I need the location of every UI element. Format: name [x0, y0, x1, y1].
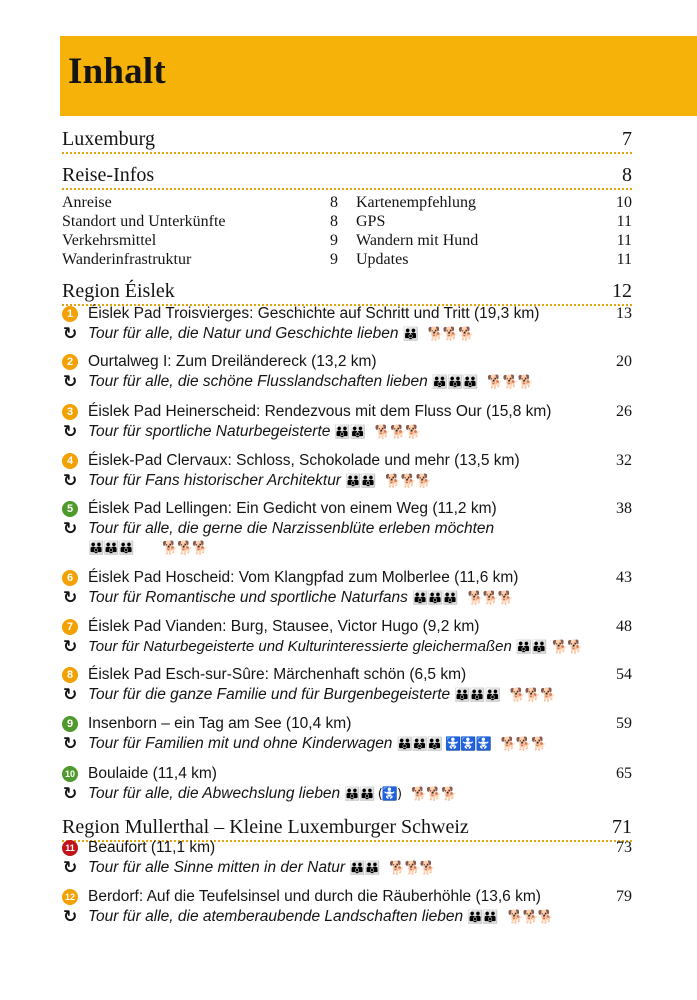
tour-subtitle: Tour für alle Sinne mitten in der Natur — [88, 859, 346, 876]
dog-icon: 🐕🐕🐕 — [509, 688, 556, 703]
tour-entry[interactable] — [62, 887, 632, 927]
loop-arrow-icon: ↻ — [63, 907, 78, 927]
section-label: Reise-Infos — [62, 164, 155, 186]
info-item[interactable] — [62, 250, 338, 269]
tour-page: 59 — [616, 715, 632, 732]
tour-entry[interactable] — [62, 665, 632, 705]
info-page: 9 — [330, 251, 338, 268]
tour-subtitle: Tour für alle, die atemberaubende Landschaften lieben — [88, 908, 464, 925]
dog-icon: 🐕🐕🐕 — [487, 375, 533, 390]
loop-arrow-icon: ↻ — [63, 324, 78, 344]
tour-title: Éislek Pad Troisvierges: Geschichte auf Schritt und Tritt (19,3 km) — [88, 305, 540, 322]
tour-subtitle: Tour für Romantische und sportliche Naturfans — [88, 589, 408, 606]
tour-entry[interactable] — [62, 402, 632, 442]
people-icon: 👪👪 — [515, 640, 547, 655]
section-region-eislek[interactable] — [62, 278, 632, 306]
tour-number-badge: 1 — [62, 306, 78, 322]
tour-number-badge: 9 — [62, 716, 78, 732]
tour-entry[interactable] — [62, 451, 632, 491]
section-page: 8 — [622, 164, 632, 186]
info-label: GPS — [356, 213, 386, 230]
dog-icon: 🐕🐕🐕 — [427, 327, 474, 342]
info-label: Verkehrsmittel — [62, 232, 157, 249]
tour-page: 43 — [616, 569, 632, 586]
tour-number-badge: 3 — [62, 404, 78, 420]
tour-title: Éislek Pad Heinerscheid: Rendezvous mit dem Fluss Our (15,8 km) — [88, 403, 552, 420]
tour-title: Éislek-Pad Clervaux: Schloss, Schokolade und mehr (13,5 km) — [88, 452, 520, 469]
tour-entry[interactable] — [62, 714, 632, 754]
loop-arrow-icon: ↻ — [63, 685, 78, 705]
dog-icon: 🐕🐕🐕 — [162, 541, 208, 556]
people-icon: 👪👪 — [344, 474, 376, 489]
tour-number-badge: 10 — [62, 766, 78, 782]
people-icon: 👪 — [402, 327, 418, 342]
dog-icon: 🐕🐕🐕 — [411, 787, 457, 802]
people-icon: 👪👪👪 — [411, 591, 458, 606]
dog-icon: 🐕🐕🐕 — [385, 474, 431, 489]
info-list-right — [356, 193, 632, 269]
dog-icon: 🐕🐕🐕 — [374, 425, 421, 440]
tour-entry[interactable] — [62, 764, 632, 804]
tour-page: 32 — [616, 452, 632, 469]
tour-title: Berdorf: Auf die Teufelsinsel und durch die Räuberhöhle (13,6 km) — [88, 888, 541, 905]
tour-entry[interactable] — [62, 352, 632, 392]
info-page: 10 — [616, 194, 632, 211]
info-label: Anreise — [62, 194, 112, 211]
loop-arrow-icon: ↻ — [63, 734, 78, 754]
info-label: Updates — [356, 251, 409, 268]
people-icon: 👪👪 (🚼) — [344, 787, 402, 802]
people-icon: 👪👪👪 🚼🚼🚼 — [396, 737, 491, 752]
dog-icon: 🐕🐕🐕 — [467, 591, 514, 606]
tour-number-badge: 7 — [62, 619, 78, 635]
loop-arrow-icon: ↻ — [63, 372, 78, 392]
info-page: 8 — [330, 194, 338, 211]
info-page: 11 — [616, 213, 632, 230]
dog-icon: 🐕🐕 — [552, 640, 583, 655]
people-icon: 👪👪👪 — [454, 688, 500, 703]
section-page: 7 — [622, 128, 632, 150]
loop-arrow-icon: ↻ — [63, 784, 78, 804]
info-page: 11 — [616, 251, 632, 268]
info-item[interactable] — [356, 193, 632, 212]
info-label: Wandern mit Hund — [356, 232, 479, 249]
info-item[interactable] — [62, 212, 338, 231]
dog-icon: 🐕🐕🐕 — [389, 861, 435, 876]
tour-page: 79 — [616, 888, 632, 905]
tour-subtitle: Tour für Naturbegeisterte und Kulturinteressierte gleichermaßen — [88, 638, 512, 655]
people-icon: 👪👪 — [349, 861, 380, 876]
dog-icon: 🐕🐕🐕 — [507, 910, 554, 925]
tour-number-badge: 12 — [62, 889, 78, 905]
info-item[interactable] — [356, 212, 632, 231]
section-reise-infos[interactable] — [62, 162, 632, 190]
section-luxemburg[interactable] — [62, 126, 632, 154]
loop-arrow-icon: ↻ — [63, 858, 78, 878]
tour-number-badge: 11 — [62, 840, 78, 856]
info-page: 8 — [330, 213, 338, 230]
tour-title: Beaufort (11,1 km) — [88, 839, 216, 856]
tour-number-badge: 8 — [62, 667, 78, 683]
loop-arrow-icon: ↻ — [63, 519, 78, 539]
page-title: Inhalt — [68, 51, 166, 92]
info-item[interactable] — [62, 193, 338, 212]
tour-subtitle: Tour für alle, die schöne Flusslandschaften lieben — [88, 373, 428, 390]
tour-number-badge: 6 — [62, 570, 78, 586]
loop-arrow-icon: ↻ — [63, 637, 78, 657]
tour-title: Éislek Pad Hoscheid: Vom Klangpfad zum Molberlee (11,6 km) — [88, 569, 519, 586]
section-page: 71 — [612, 816, 632, 838]
info-page: 9 — [330, 232, 338, 249]
tour-entry[interactable] — [62, 568, 632, 608]
tour-title: Ourtalweg I: Zum Dreiländereck (13,2 km) — [88, 353, 377, 370]
tour-title: Insenborn – ein Tag am See (10,4 km) — [88, 715, 352, 732]
tour-number-badge: 5 — [62, 501, 78, 517]
tour-subtitle: Tour für alle, die Abwechslung lieben — [88, 785, 341, 802]
section-label: Region Mullerthal – Kleine Luxemburger Schweiz — [62, 816, 469, 838]
tour-title: Éislek Pad Esch-sur-Sûre: Märchenhaft schön (6,5 km) — [88, 666, 467, 683]
tour-page: 13 — [616, 305, 632, 322]
info-label: Kartenempfehlung — [356, 194, 476, 211]
tour-page: 65 — [616, 765, 632, 782]
tour-title: Éislek Pad Vianden: Burg, Stausee, Victor Hugo (9,2 km) — [88, 618, 480, 635]
tour-page: 73 — [616, 839, 632, 856]
tour-entry[interactable] — [62, 304, 632, 344]
tour-entry[interactable] — [62, 499, 632, 559]
tour-page: 38 — [616, 500, 632, 517]
tour-subtitle: Tour für alle, die Natur und Geschichte lieben — [88, 325, 399, 342]
tour-page: 20 — [616, 353, 632, 370]
tour-entry[interactable] — [62, 838, 632, 878]
tour-subtitle: Tour für Fans historischer Architektur — [88, 472, 341, 489]
tour-number-badge: 2 — [62, 354, 78, 370]
people-icon: 👪👪 — [467, 910, 498, 925]
section-label: Region Éislek — [62, 280, 175, 302]
loop-arrow-icon: ↻ — [63, 588, 78, 608]
tour-subtitle: Tour für alle, die gerne die Narzissenblüte erleben möchten — [88, 520, 495, 537]
info-item[interactable] — [62, 231, 338, 250]
info-page: 11 — [616, 232, 632, 249]
info-item[interactable] — [356, 250, 632, 269]
info-label: Wanderinfrastruktur — [62, 251, 192, 268]
tour-title: Boulaide (11,4 km) — [88, 765, 217, 782]
info-list-left — [62, 193, 338, 269]
people-icon: 👪👪👪 — [431, 375, 478, 390]
tour-page: 54 — [616, 666, 632, 683]
header-band — [60, 36, 697, 116]
tour-subtitle: Tour für sportliche Naturbegeisterte — [88, 423, 331, 440]
tour-page: 26 — [616, 403, 632, 420]
dog-icon: 🐕🐕🐕 — [500, 737, 547, 752]
section-page: 12 — [612, 280, 632, 302]
people-icon: 👪👪 — [334, 425, 365, 440]
tour-title: Éislek Pad Lellingen: Ein Gedicht von einem Weg (11,2 km) — [88, 500, 497, 517]
section-label: Luxemburg — [62, 128, 155, 150]
info-item[interactable] — [356, 231, 632, 250]
loop-arrow-icon: ↻ — [63, 471, 78, 491]
info-label: Standort und Unterkünfte — [62, 213, 226, 230]
people-icon: 👪👪👪 — [88, 541, 134, 556]
tour-page: 48 — [616, 618, 632, 635]
loop-arrow-icon: ↻ — [63, 422, 78, 442]
tour-subtitle: Tour für Familien mit und ohne Kinderwagen — [88, 735, 393, 752]
tour-number-badge: 4 — [62, 453, 78, 469]
tour-entry[interactable] — [62, 617, 632, 657]
tour-subtitle: Tour für die ganze Familie und für Burgenbegeisterte — [88, 686, 451, 703]
